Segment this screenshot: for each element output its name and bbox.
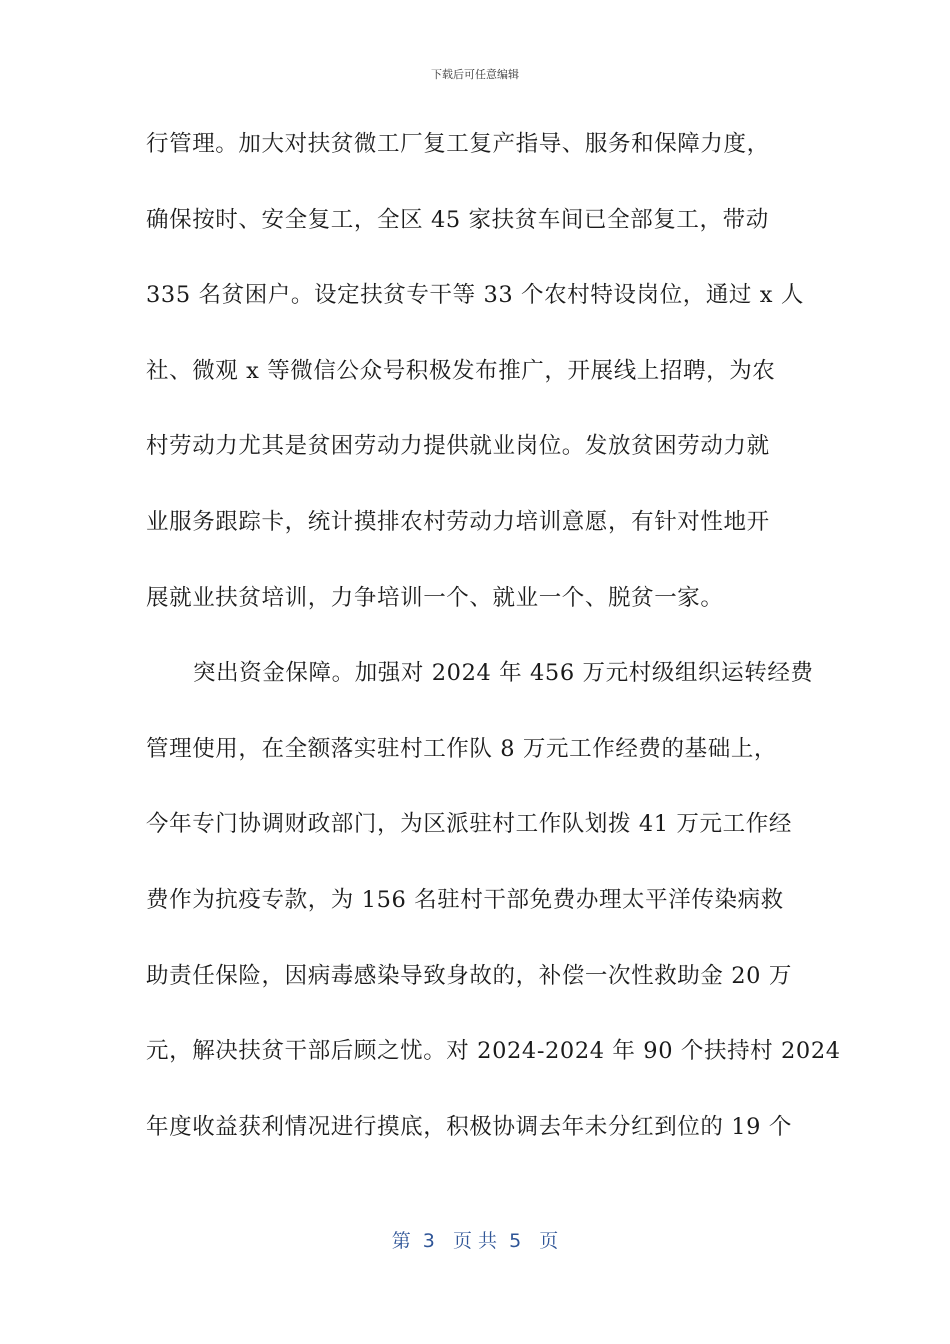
text-line: 社、微观 x 等微信公众号积极发布推广，开展线上招聘，为农 — [146, 357, 776, 384]
text-line: 今年专门协调财政部门，为区派驻村工作队划拨 41 万元工作经 — [146, 811, 792, 838]
document-body — [146, 115, 841, 1173]
page-header-note: 下载后可任意编辑 — [431, 68, 519, 81]
text-line: 行管理。加大对扶贫微工厂复工复产指导、服务和保障力度， — [146, 131, 770, 157]
text-line: 村劳动力尤其是贫困劳动力提供就业岗位。发放贫困劳动力就 — [146, 433, 770, 460]
text-line: 确保按时、安全复工，全区 45 家扶贫车间已全部复工，带动 — [146, 206, 769, 233]
text-line: 元，解决扶贫干部后顾之忧。对 2024-2024 年 90 个扶持村 2024 — [146, 1038, 841, 1065]
text-line: 业服务跟踪卡，统计摸排农村劳动力培训意愿，有针对性地开 — [146, 508, 770, 535]
paragraph-start-line: 突出资金保障。加强对 2024 年 456 万元村级组织运转经费 — [193, 660, 814, 687]
text-line: 助责任保险，因病毒感染导致身故的，补偿一次性救助金 20 万 — [146, 962, 792, 989]
text-line: 335 名贫困户。设定扶贫专干等 33 个农村特设岗位，通过 x 人 — [146, 282, 804, 309]
text-line: 年度收益获利情况进行摸底，积极协调去年未分红到位的 19 个 — [146, 1113, 792, 1140]
text-line: 费作为抗疫专款，为 156 名驻村干部免费办理太平洋传染病救 — [146, 886, 784, 913]
text-line: 管理使用，在全额落实驻村工作队 8 万元工作经费的基础上， — [146, 735, 778, 762]
text-line: 展就业扶贫培训，力争培训一个、就业一个、脱贫一家。 — [146, 584, 724, 611]
page-number: 第 3 页 共 5 页 — [391, 1230, 559, 1252]
